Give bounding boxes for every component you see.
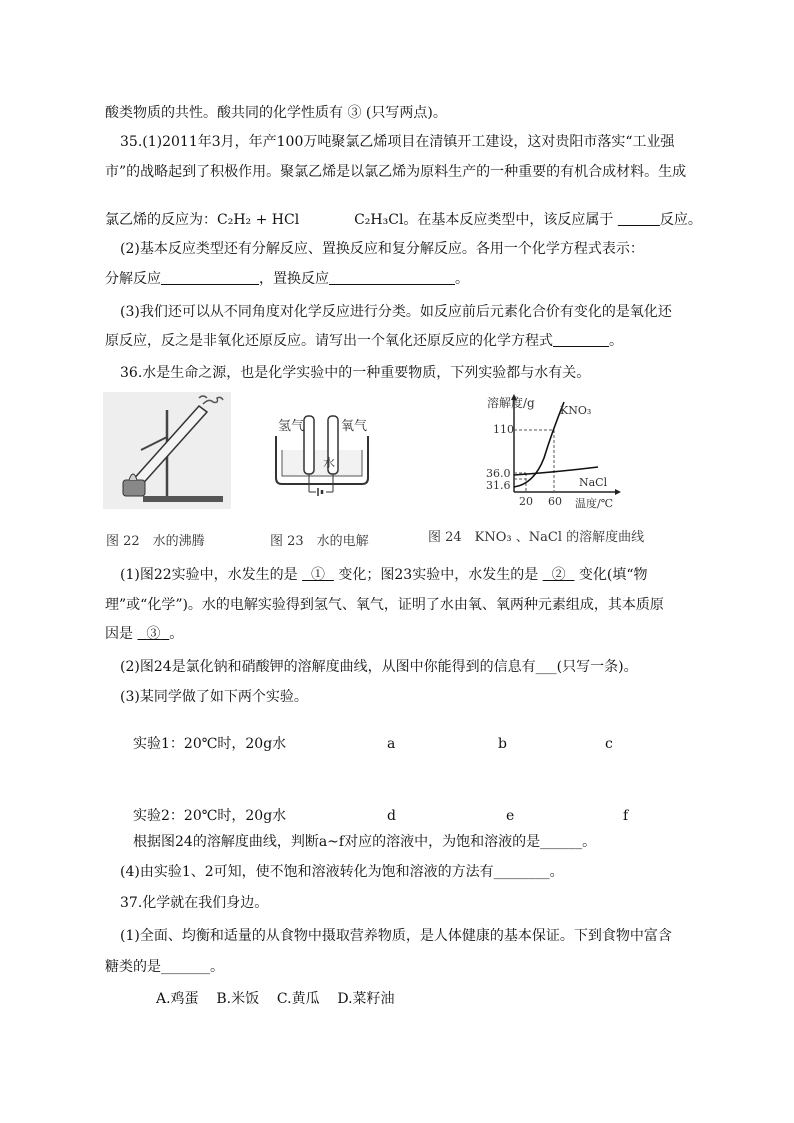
reaction-suffix: 反应。 xyxy=(659,212,702,228)
question-36-part3: (3)某同学做了如下两个实验。 xyxy=(120,689,308,705)
line-equations xyxy=(105,270,469,288)
question-37-part1: (1)全面、均衡和适量的从食物中摄取营养物质，是人体健康的基本保证。下到食物中富含 xyxy=(120,928,672,944)
question-35-intro: 35.(1)2011年3月，年产100万吨聚氯乙烯项目在清镇开工建设，这对贵阳市落实“工业强 xyxy=(120,134,675,150)
solution-a: a xyxy=(387,736,396,752)
answer-blank xyxy=(618,212,660,228)
chart-x-axis-label: 温度/℃ xyxy=(575,497,614,510)
text: 变化(填“物 xyxy=(578,567,648,583)
figure-22-boiling-apparatus xyxy=(103,392,231,509)
line-vinyl-chloride-reaction xyxy=(105,211,702,229)
question-36-part2: (2)图24是氯化钠和硝酸钾的溶解度曲线，从图中你能得到的信息有___(只写一条)。 xyxy=(120,659,638,675)
question-37-intro: 37.化学就在我们身边。 xyxy=(120,895,269,911)
text: 因是 xyxy=(105,626,133,642)
text: (1)图22实验中，水发生的是 xyxy=(120,567,298,583)
tick-y-110: 110 xyxy=(493,423,514,436)
question-36-intro: 36.水是生命之源，也是化学实验中的一种重要物质，下列实验都与水有关。 xyxy=(120,365,591,381)
saturated-solution-question: 根据图24的溶解度曲线，判断a~f对应的溶液中，为饱和溶液的是______。 xyxy=(133,834,597,850)
question-35-part3: (3)我们还可以从不同角度对化学反应进行分类。如反应前后元素化合价有变化的是氧化还 xyxy=(120,304,672,320)
period: 。 xyxy=(609,333,623,349)
answer-blank xyxy=(161,271,259,287)
line-acid-properties: 酸类物质的共性。酸共同的化学性质有 ③ (只写两点)。 xyxy=(105,105,447,121)
tick-x-60: 60 xyxy=(548,495,562,508)
question-36-part4: (4)由实验1、2可知，使不饱和溶液转化为饱和溶液的方法有________。 xyxy=(120,864,564,880)
line-pvc-material: 市”的战略起到了积极作用。聚氯乙烯是以氯乙烯为原料生产的一种重要的有机合成材料。生成 xyxy=(105,164,687,180)
question-36-part1 xyxy=(120,566,648,584)
caption-figure-23: 图 23 水的电解 xyxy=(270,534,369,549)
period: 。 xyxy=(455,271,469,287)
answer-options: A.鸡蛋 B.米饭 C.黄瓜 D.菜籽油 xyxy=(156,991,395,1007)
chart-y-axis-label: 溶解度/g xyxy=(487,396,535,410)
solution-b: b xyxy=(498,736,507,752)
line-carbohydrates: 糖类的是_______。 xyxy=(105,959,224,975)
period: 。 xyxy=(169,626,184,642)
label-oxygen: 氧气 xyxy=(341,419,368,434)
redox-prompt: 原反应，反之是非氧化还原反应。请写出一个氧化还原反应的化学方程式 xyxy=(105,333,553,349)
legend-nacl: NaCl xyxy=(579,476,608,489)
caption-figure-24: 图 24 KNO₃ 、NaCl 的溶解度曲线 xyxy=(428,530,645,545)
tick-y-31-6: 31.6 xyxy=(486,479,511,492)
experiment-1-label: 实验1：20℃时，20g水 xyxy=(133,736,287,752)
blank-3: ③ xyxy=(146,626,161,642)
label-water: 水 xyxy=(323,456,336,470)
answer-blank xyxy=(553,333,609,349)
experiment-2-label: 实验2：20℃时，20g水 xyxy=(133,808,287,824)
decomposition-label: 分解反应 xyxy=(105,271,161,287)
text: 变化；图23实验中，水发生的是 xyxy=(338,567,539,583)
legend-kno3: KNO₃ xyxy=(560,404,592,417)
question-35-part2: (2)基本反应类型还有分解反应、置换反应和复分解反应。各用一个化学方程式表示： xyxy=(120,241,644,257)
replacement-label: ，置换反应 xyxy=(259,271,329,287)
blank-2: ② xyxy=(551,567,566,583)
line-reason xyxy=(105,625,183,643)
label-hydrogen: 氢气 xyxy=(278,419,305,434)
line-electrolysis-conclusion: 理”或“化学”)。水的电解实验得到氢气、氧气，证明了水由氧、氧两种元素组成，其本质原 xyxy=(105,597,664,613)
reaction-products: C₂H₃Cl。在基本反应类型中，该反应属于 xyxy=(354,212,614,228)
line-redox xyxy=(105,332,623,350)
answer-blank xyxy=(329,271,455,287)
caption-figure-22: 图 22 水的沸腾 xyxy=(106,534,205,549)
solution-d: d xyxy=(387,808,396,824)
solution-e: e xyxy=(506,808,515,824)
solution-f: f xyxy=(623,808,629,824)
solution-c: c xyxy=(605,736,613,752)
reaction-reactants: 氯乙烯的反应为：C₂H₂ + HCl xyxy=(105,212,300,228)
tick-y-36: 36.0 xyxy=(486,467,511,480)
blank-1: ① xyxy=(311,567,326,583)
tick-x-20: 20 xyxy=(519,495,533,508)
